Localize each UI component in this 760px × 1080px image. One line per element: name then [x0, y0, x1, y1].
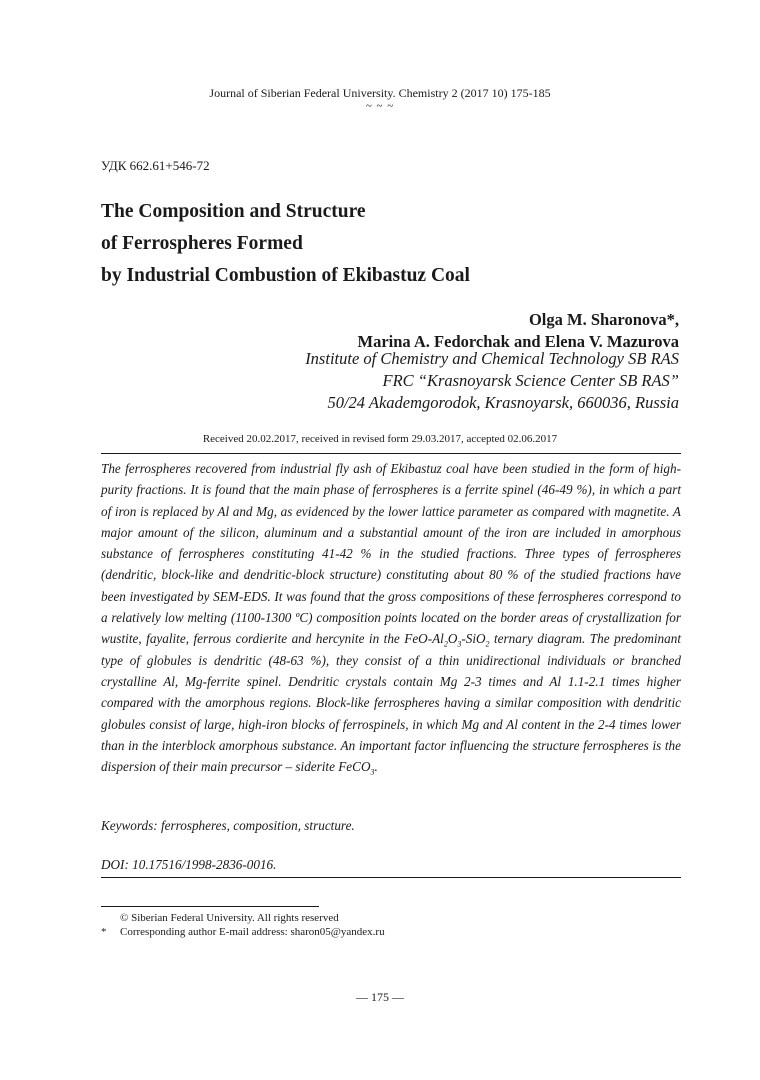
abstract: The ferrospheres recovered from industrial fly ash of Ekibastuz coal have been studied in the form of high-purity fractions. It is found that the main phase of ferrospheres is a ferrite spinel (46-49 %), in which a part of iron is replaced by Al and Mg, as evidenced by the lower lattice parameter as compared with magnetite. A major amount of the silicon, aluminum and a substantial amount of the iron are included in amorphous substance of ferrospheres constituting 41-42 % in the studied fractions. Three types of ferrospheres (dendritic, block-like and dendritic-block structure) constituting about 80 % of the studied fractions have been investigated by SEM-EDS. It was found that the gross compositions of these ferrospheres correspond to a relatively low melting (1100-1300 ºC) composition points located on the border areas of crystallization for wustite, fayalite, ferrous cordierite and hercynite in the FeO-$Al_2O_3-SiO_2$ ternary diagram. The predominant type of globules is dendritic (48-63 %), they consist of a thin unidirectional individuals or branched crystalline Al, Mg-ferrite spinel. Dendritic crystals contain Mg 2-3 times and Al 1.1-2.1 times higher compared with the amorphous regions. Block-like ferrospheres having a similar composition with dendritic globules consist of large, high-iron blocks of ferrospinels, in which Mg and Al content in the 2-4 times lower than in the interblock amorphous substance. An important factor influencing the structure ferrospheres is the dispersion of their main precursor – siderite FeCO$_3$. [101, 461, 681, 777]
footnote [101, 911, 339, 925]
doi: DOI: 10.17516/1998-2836-0016. [101, 857, 277, 872]
header-ornament: ~ ~ ~ [365, 100, 395, 112]
affiliation [305, 348, 679, 414]
footnote-mark: * [101, 926, 107, 938]
affiliation-line: FRC “Krasnoyarsk Science Center SB RAS” [382, 371, 679, 390]
journal-header: Journal of Siberian Federal University. Chemistry 2 (2017 10) 175-185 [209, 86, 551, 100]
received-dates: Received 20.02.2017, received in revised form 29.03.2017, accepted 02.06.2017 [202, 433, 558, 445]
authors [358, 309, 679, 353]
title-line: by Industrial Combustion of Ekibastuz Coal [101, 265, 470, 286]
footnote-divider [101, 906, 319, 907]
keywords: Keywords: ferrospheres, composition, structure. [101, 818, 355, 833]
siderite-formula: FeCO$_3$ [338, 759, 375, 777]
paper-title [101, 196, 470, 292]
abstract-text: The ferrospheres recovered from industrial fly ash of Ekibastuz coal have been studied in the form of high-purity fractions. It is found that the main phase of ferrospheres is a ferrite spinel (46-49 %), in which a part of iron is replaced by Al and Mg, as evidenced by the lower lattice parameter as compared with magnetite. A major amount of the silicon, aluminum and a substantial amount of the iron are included in amorphous substance of ferrospheres constituting 41-42 % in the studied fractions. Three types of ferrospheres (dendritic, block-like and dendritic-block structure) constituting about 80 % of the studied fractions have been investigated by SEM-EDS. It was found that the gross compositions of these ferrospheres correspond to a relatively low melting (1100-1300 ºC) composition points located on the border areas of crystallization for wustite, fayalite, ferrous cordierite and hercynite in the [101, 461, 681, 647]
affiliation-line: 50/24 Akademgorodok, Krasnoyarsk, 660036, Russia [327, 393, 679, 412]
abstract-text: ternary diagram. The predominant type of globules is dendritic (48-63 %), they consist of a thin unidirectional individuals or branched crystalline Al, Mg-ferrite spinel. Dendritic crystals contain Mg 2-3 times and Al 1.1-2.1 times higher compared with the amorphous regions. Block-like ferrospheres having a similar composition with dendritic globules consist of large, high-iron blocks of ferrospinels, in which Mg and Al content in the 2-4 times lower than in the interblock amorphous substance. An important factor influencing the structure ferrospheres is the dispersion of their main precursor – siderite [101, 631, 681, 775]
title-line: The Composition and Structure [101, 201, 366, 222]
ternary-formula: FeO-$Al_2O_3-SiO_2$ [404, 631, 490, 650]
top-divider [101, 453, 681, 454]
author-line: Olga M. Sharonova*, [528, 310, 679, 329]
page-number: — 175 — [356, 990, 404, 1004]
footnote-text: © Siberian Federal University. All rights reserved [120, 912, 339, 924]
author-line: Marina A. Fedorchak and Elena V. Mazurova [357, 332, 679, 351]
udk-code: УДК 662.61+546-72 [101, 158, 210, 173]
footnote-text: Corresponding author E-mail address: sharon05@yandex.ru [120, 926, 385, 938]
affiliation-line: Institute of Chemistry and Chemical Technology SB RAS [305, 349, 679, 368]
bottom-divider [101, 877, 681, 878]
footnote [101, 925, 385, 939]
title-line: of Ferrospheres Formed [101, 233, 303, 254]
